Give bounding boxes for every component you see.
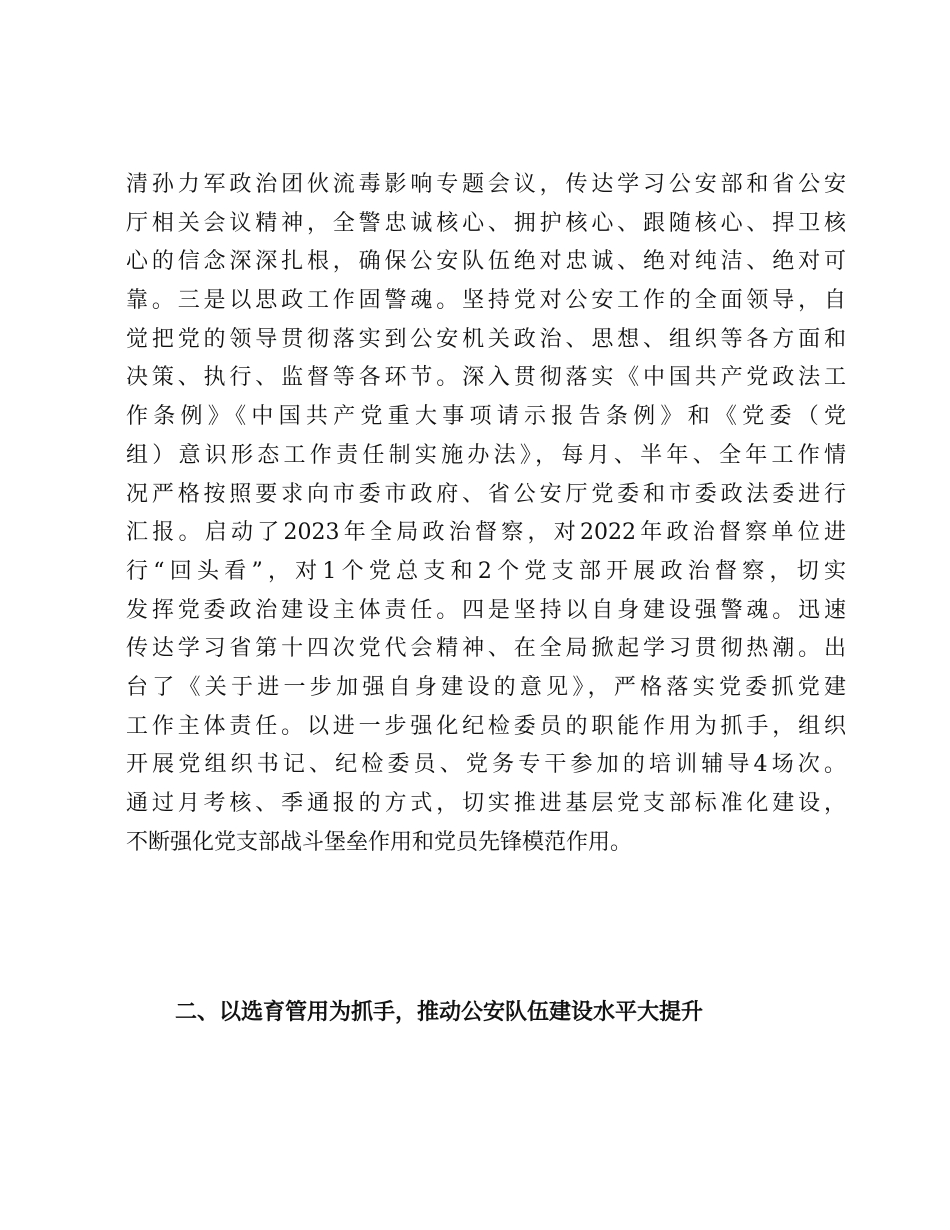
paragraph-line: 传达学习省第十四次党代会精神、在全局掀起学习贯彻热潮。出 <box>126 636 846 662</box>
paragraph-line: 厅相关会议精神，全警忠诚核心、拥护核心、跟随核心、捍卫核 <box>126 210 846 236</box>
paragraph-line: 觉把党的领导贯彻落实到公安机关政治、思想、组织等各方面和 <box>126 326 846 352</box>
paragraph-line: 行“回头看”，对1个党总支和2个党支部开展政治督察，切实 <box>126 558 846 584</box>
paragraph-line: 汇报。启动了2023年全局政治督察，对2022年政治督察单位进 <box>126 520 846 546</box>
paragraph-line: 清孙力军政治团伙流毒影响专题会议，传达学习公安部和省公安 <box>126 172 846 197</box>
paragraph-line: 决策、执行、监督等各环节。深入贯彻落实《中国共产党政法工 <box>126 365 846 391</box>
body-paragraph <box>126 166 846 862</box>
paragraph-line: 通过月考核、季通报的方式，切实推进基层党支部标准化建设， <box>126 791 846 816</box>
paragraph-line: 组）意识形态工作责任制实施办法》，每月、半年、全年工作情 <box>126 442 846 468</box>
paragraph-line: 开展党组织书记、纪检委员、党务专干参加的培训辅导4场次。 <box>126 752 846 778</box>
paragraph-line: 靠。三是以思政工作固警魂。坚持党对公安工作的全面领导，自 <box>126 288 846 314</box>
paragraph-line: 作条例》《中国共产党重大事项请示报告条例》和《党委（党 <box>126 404 846 430</box>
paragraph-line: 发挥党委政治建设主体责任。四是坚持以自身建设强警魂。迅速 <box>126 597 846 623</box>
paragraph-line: 工作主体责任。以进一步强化纪检委员的职能作用为抓手，组织 <box>126 713 846 739</box>
paragraph-line: 台了《关于进一步加强自身建设的意见》，严格落实党委抓党建 <box>126 674 846 700</box>
paragraph-line: 不断强化党支部战斗堡垒作用和党员先锋模范作用。 <box>126 829 633 855</box>
section-heading: 二、以选育管用为抓手，推动公安队伍建设水平大提升 <box>175 1000 704 1025</box>
paragraph-line: 心的信念深深扎根，确保公安队伍绝对忠诚、绝对纯洁、绝对可 <box>126 249 846 275</box>
paragraph-line: 况严格按照要求向市委市政府、省公安厅党委和市委政法委进行 <box>126 481 846 507</box>
